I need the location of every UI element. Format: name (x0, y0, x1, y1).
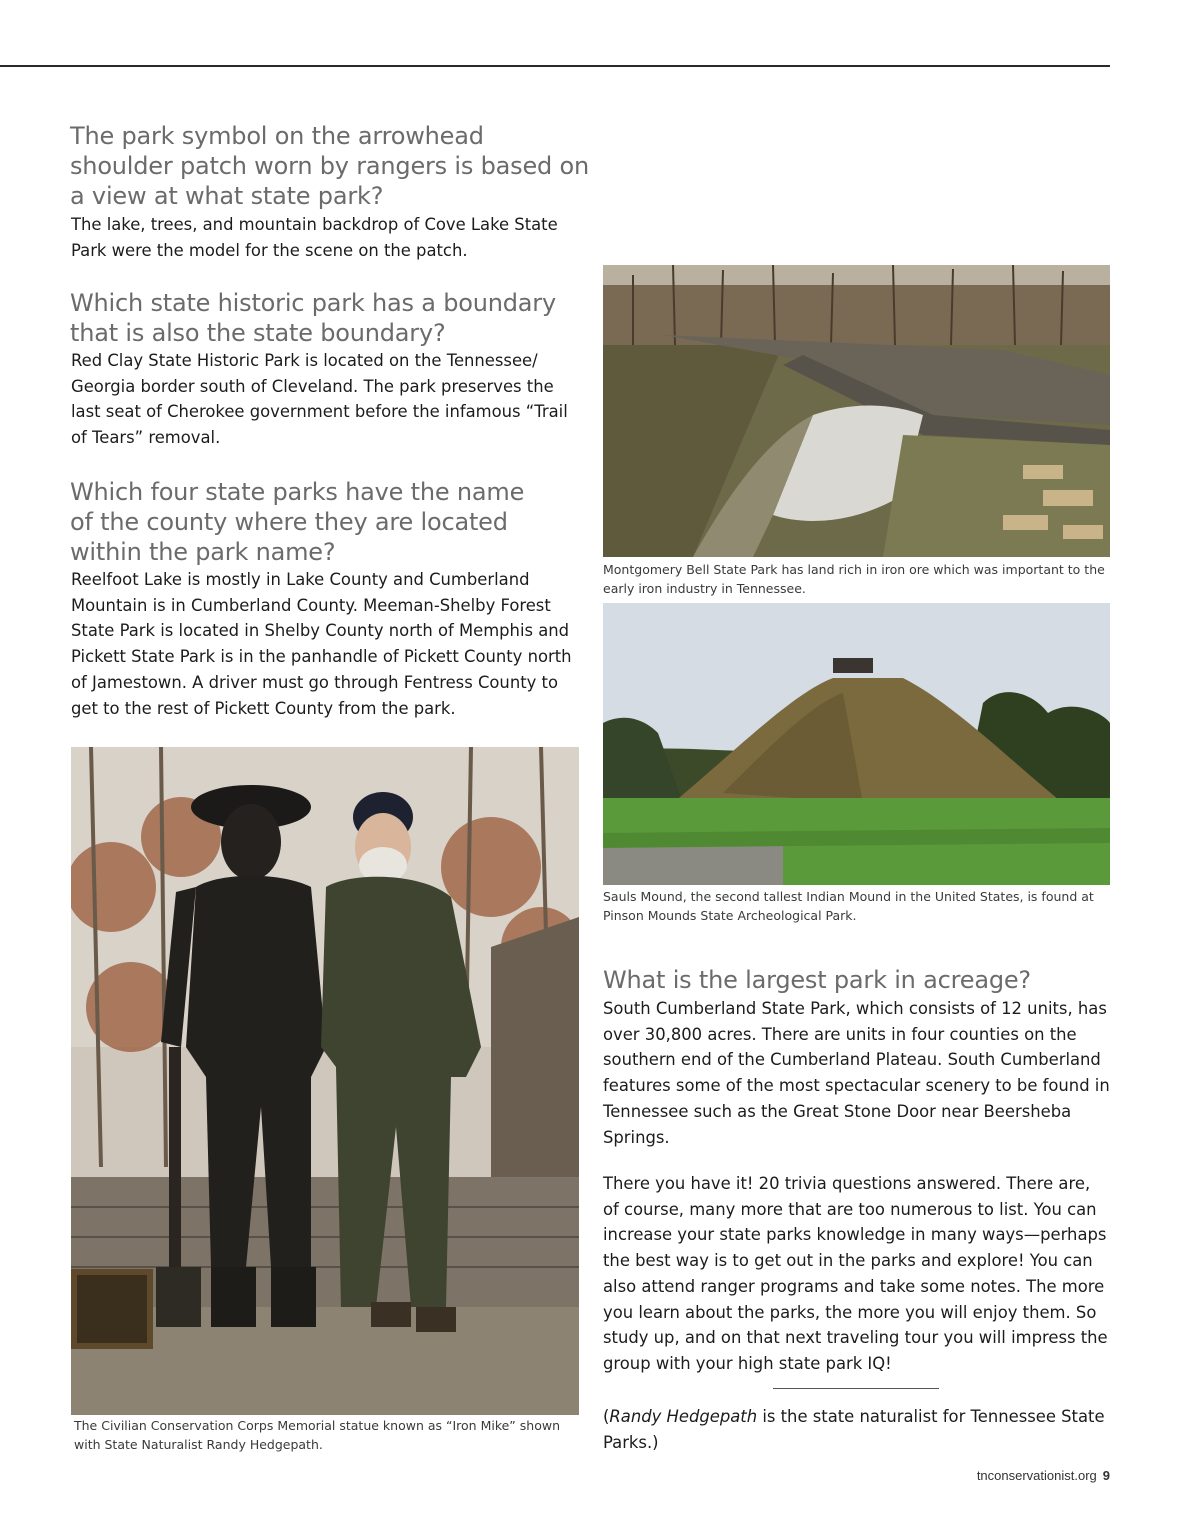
footer-site: tnconservationist.org (976, 1468, 1097, 1483)
mound-photo-caption: Sauls Mound, the second tallest Indian Mound in the United States, is found at Pinson Mounds State Archeological Park. (603, 889, 1094, 923)
statue-photo (71, 747, 579, 1415)
byline (603, 1404, 1108, 1455)
question-heading-3: Which four state parks have the name of the county where they are located within the park name? (70, 478, 525, 566)
statue-photo-caption: The Civilian Conservation Corps Memorial statue known as “Iron Mike” shown with State Naturalist Randy Hedgepath. (74, 1418, 560, 1452)
answer-text-3: Reelfoot Lake is mostly in Lake County and Cumberland Mountain is in Cumberland County. Meeman-Shelby Forest State Park is located in Shelby County north of Memphis and Pickett State Park is in the panhandle of Pickett County north of Jamestown. A driver must go through Fentress County to get to the rest of Pickett County from the park. (71, 570, 572, 718)
answer-text-1: The lake, trees, and mountain backdrop of Cove Lake State Park were the model for the scene on the patch. (71, 215, 558, 260)
byline-author-name: Randy Hedgepath (609, 1407, 758, 1426)
mound-photo (603, 603, 1110, 885)
byline-rest: is the state naturalist for Tennessee State Parks.) (603, 1407, 1105, 1452)
end-rule (773, 1388, 939, 1389)
byline-open: ( (603, 1407, 610, 1426)
conclusion-text: There you have it! 20 trivia questions answered. There are, of course, many more that are too numerous to list. You can increase your state parks knowledge in many ways—perhaps the best way is to get out in the parks and explore! You can also attend ranger programs and take some notes. The more you learn about the parks, the more you will enjoy them. So study up, and on that next traveling tour you will impress the group with your high state park IQ! (603, 1174, 1108, 1373)
dam-photo-caption: Montgomery Bell State Park has land rich in iron ore which was important to the early iron industry in Tennessee. (603, 562, 1105, 596)
question-heading-4: What is the largest park in acreage? (603, 966, 1031, 994)
dam-photo (603, 265, 1110, 557)
question-heading-2: Which state historic park has a boundary that is also the state boundary? (70, 289, 556, 347)
page-number: 9 (1102, 1468, 1110, 1483)
answer-text-4: South Cumberland State Park, which consists of 12 units, has over 30,800 acres. There are units in four counties on the southern end of the Cumberland Plateau. South Cumberland features some of the most spectacular scenery to be found in Tennessee such as the Great Stone Door near Beersheba Springs. (603, 999, 1110, 1147)
page-footer (977, 1468, 1110, 1483)
question-heading-1: The park symbol on the arrowhead shoulder patch worn by rangers is based on a view at what state park? (70, 122, 589, 210)
top-rule (0, 65, 1110, 67)
answer-text-2: Red Clay State Historic Park is located on the Tennessee/ Georgia border south of Cleveland. The park preserves the last seat of Cherokee government before the infamous “Trail of Tears” removal. (71, 351, 568, 448)
